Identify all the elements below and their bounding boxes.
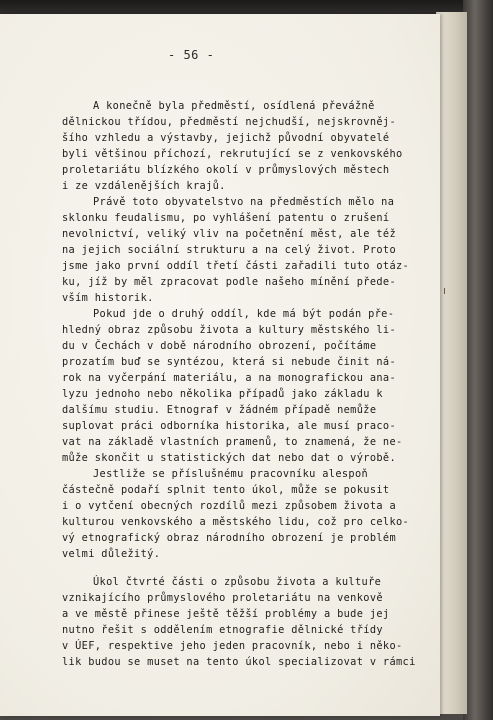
text-line: Pokud jde o druhý oddíl, kde má být podán pře- xyxy=(93,308,395,320)
text-line: ku, jíž by měl zpracovat podle našeho mínění přede- xyxy=(62,276,397,288)
text-line: prozatím buď se syntézou, která si nebude činit ná- xyxy=(62,356,397,368)
text-line: kulturou venkovského a městského lidu, což pro celko- xyxy=(62,516,410,528)
text-line: šího vzhledu a výstavby, jejichž původní obyvatelé xyxy=(62,132,390,144)
text-line: a ve městě přinese ještě těžší problémy a bude jej xyxy=(62,608,390,620)
text-line: lyzu jednoho nebo několika případů jako základu k xyxy=(62,388,383,400)
margin-mark xyxy=(444,288,445,294)
text-line: hledný obraz způsobu života a kultury městského li- xyxy=(62,324,397,336)
text-line: velmi důležitý. xyxy=(62,548,161,560)
text-line: na jejich sociální strukturu a na celý život. Proto xyxy=(62,244,397,256)
scanner-backdrop-right xyxy=(463,0,493,720)
text-line: vznikajícího průmyslového proletariátu na venkově xyxy=(62,592,383,604)
text-line: vat na základě vlastních pramenů, to znamená, že ne- xyxy=(62,436,403,448)
text-line: sklonku feudalismu, po vyhlášení patentu o zrušení xyxy=(62,212,390,224)
body-text xyxy=(0,14,440,716)
text-line: nevolnictví, veliký vliv na početnění měst, ale též xyxy=(62,228,397,240)
scanner-backdrop-top xyxy=(0,0,493,14)
text-line: du v Čechách v době národního obrození, počítáme xyxy=(62,340,377,352)
text-line: Jestliže se příslušnému pracovníku alespoň xyxy=(93,468,369,480)
text-line: jsme jako první oddíl třetí části zařadili tuto otáz- xyxy=(62,260,410,272)
text-line: dělnickou třídou, předměstí nejchudší, nejskrovněj- xyxy=(62,116,397,128)
text-line: Právě toto obyvatelstvo na předměstích mělo na xyxy=(93,196,395,208)
text-line: proletariátu blízkého okolí v průmyslových městech xyxy=(62,164,390,176)
text-line: i o vytčení obecných rozdílů mezi způsobem života a xyxy=(62,500,397,512)
text-line: v ÚEF, respektive jeho jeden pracovník, nebo i něko- xyxy=(62,640,403,652)
text-line: může skončit u statistických dat nebo dat o výrobě. xyxy=(62,452,397,464)
text-line: byli většinou příchozí, rekrutující se z venkovského xyxy=(62,148,403,160)
typewritten-page xyxy=(0,14,440,716)
text-line: nutno řešit s oddělením etnografie dělnické třídy xyxy=(62,624,383,636)
text-line: A konečně byla předměstí, osídlená převážně xyxy=(93,100,375,112)
book-page-stack-edge xyxy=(436,12,467,714)
text-line: lik budou se muset na tento úkol specializovat v rámci xyxy=(62,656,416,668)
text-line: suplovat práci odborníka historika, ale musí praco- xyxy=(62,420,397,432)
text-line: dalšímu studiu. Etnograf v žádném případě nemůže xyxy=(62,404,377,416)
text-line: částečně podaří splnit tento úkol, může se pokusit xyxy=(62,484,390,496)
text-line: rok na vyčerpání materiálu, a na monografickou ana- xyxy=(62,372,397,384)
text-line: i ze vzdálenějších krajů. xyxy=(62,180,226,192)
page-number: - 56 - xyxy=(168,48,215,62)
text-line: Úkol čtvrté části o způsobu života a kultuře xyxy=(93,576,382,588)
text-line: vý etnografický obraz národního obrození je problém xyxy=(62,532,397,544)
text-line: vším historik. xyxy=(62,292,154,304)
